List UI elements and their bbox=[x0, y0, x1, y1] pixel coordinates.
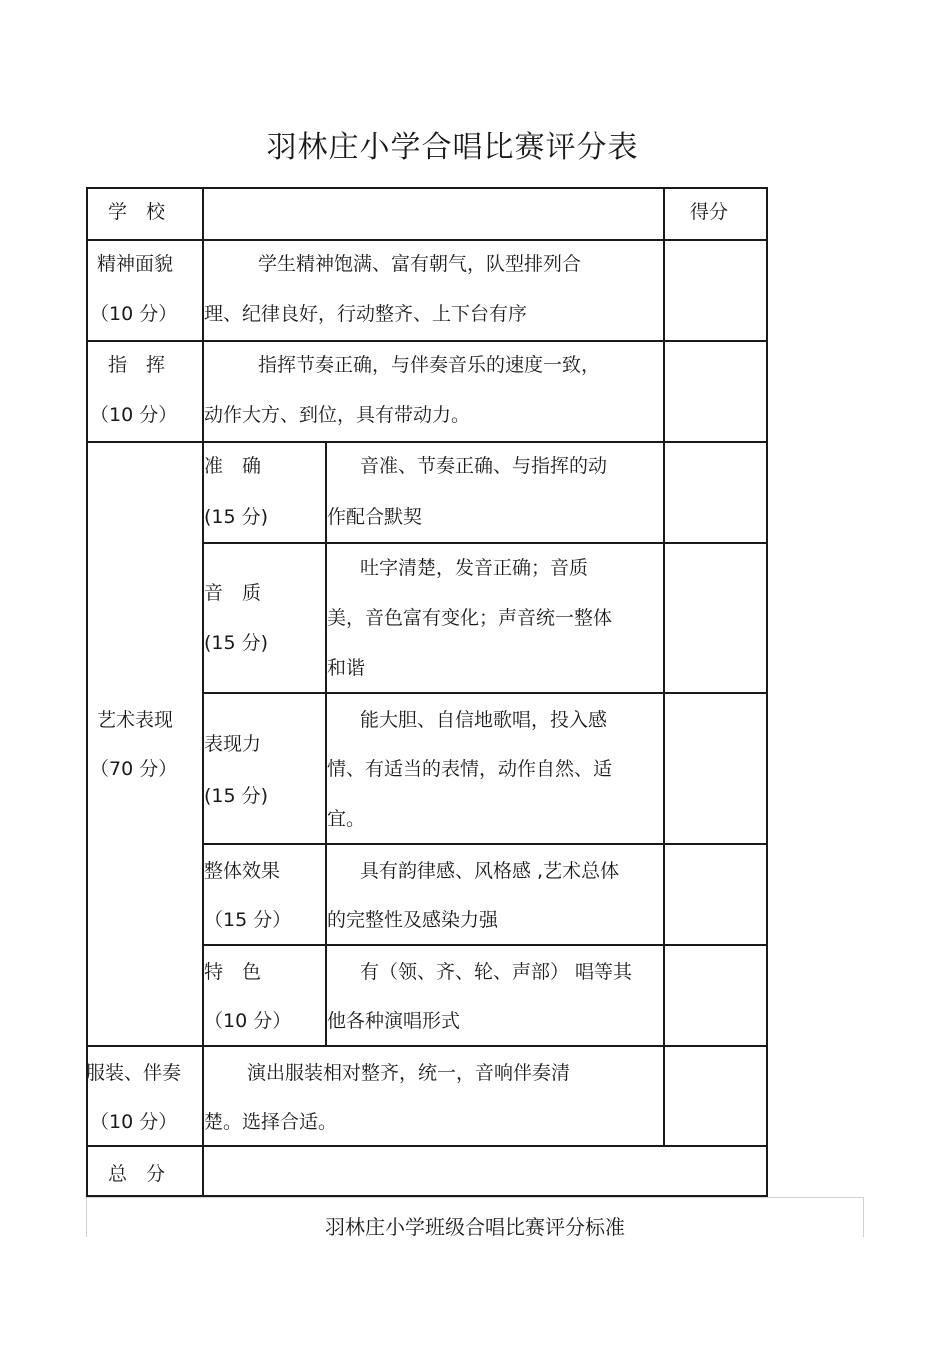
row-divider bbox=[202, 692, 768, 694]
sub-item-description: 音准、节奏正确、与指挥的动 bbox=[360, 455, 608, 477]
sub-item-description: 和谐 bbox=[327, 657, 366, 679]
row-description: 演出服装相对整齐，统一，音响伴奏清 bbox=[247, 1062, 571, 1084]
row-description: 动作大方、到位，具有带动力。 bbox=[204, 404, 471, 426]
row-divider bbox=[202, 944, 768, 946]
row-divider bbox=[86, 1045, 768, 1047]
sub-item-name: 音 质 bbox=[204, 582, 262, 604]
sub-item-description: 他各种演唱形式 bbox=[327, 1010, 461, 1032]
sub-item-description: 能大胆、自信地歌唱，投入感 bbox=[360, 709, 608, 731]
column-divider bbox=[202, 187, 204, 1197]
row-description: 楚。选择合适。 bbox=[204, 1111, 338, 1133]
row-divider bbox=[86, 441, 768, 443]
sub-item-name: 准 确 bbox=[204, 455, 262, 477]
sub-item-name: 整体效果 bbox=[204, 860, 281, 882]
sub-item-description: 宜。 bbox=[327, 808, 366, 830]
row-label: 精神面貌 bbox=[97, 253, 174, 275]
table-border-top bbox=[86, 187, 768, 189]
row-divider bbox=[86, 239, 768, 241]
row-points: （70 分） bbox=[90, 758, 178, 780]
row-description: 理、纪律良好，行动整齐、上下台有序 bbox=[204, 303, 528, 325]
row-label: 艺术表现 bbox=[97, 709, 174, 731]
score-header: 得分 bbox=[690, 201, 729, 223]
column-divider bbox=[325, 441, 327, 1045]
school-label: 学 校 bbox=[108, 201, 166, 223]
row-divider bbox=[86, 340, 768, 342]
sub-item-name: 特 色 bbox=[204, 961, 262, 983]
sub-item-points: (15 分) bbox=[204, 506, 269, 528]
row-divider bbox=[202, 843, 768, 845]
row-points: （10 分） bbox=[90, 1111, 178, 1133]
sub-item-points: (15 分) bbox=[204, 632, 269, 654]
sub-item-description: 具有韵律感、风格感 ,艺术总体 bbox=[360, 860, 620, 882]
frame-line bbox=[86, 1197, 864, 1198]
row-label: 服装、伴奏 bbox=[86, 1062, 182, 1084]
row-description: 学生精神饱满、富有朝气，队型排列合 bbox=[258, 253, 582, 275]
sub-item-description: 情、有适当的表情，动作自然、适 bbox=[327, 758, 613, 780]
row-description: 指挥节奏正确，与伴奏音乐的速度一致， bbox=[258, 354, 601, 376]
sub-item-points: （15 分） bbox=[204, 909, 292, 931]
row-divider bbox=[202, 542, 768, 544]
row-points: （10 分） bbox=[90, 303, 178, 325]
row-points: （10 分） bbox=[90, 404, 178, 426]
sub-item-description: 的完整性及感染力强 bbox=[327, 909, 499, 931]
sub-item-points: (15 分) bbox=[204, 785, 269, 807]
row-divider bbox=[86, 1145, 768, 1147]
sub-item-description: 吐字清楚，发音正确；音质 bbox=[360, 557, 589, 579]
page-title: 羽林庄小学合唱比赛评分表 bbox=[266, 130, 639, 165]
total-label: 总 分 bbox=[108, 1163, 166, 1185]
sub-item-points: （10 分） bbox=[204, 1010, 292, 1032]
sub-item-description: 有（领、齐、轮、声部） 唱等其 bbox=[360, 961, 633, 983]
sub-item-description: 作配合默契 bbox=[327, 506, 423, 528]
table-border-left bbox=[86, 187, 88, 1197]
column-divider bbox=[663, 187, 665, 1147]
subtitle: 羽林庄小学班级合唱比赛评分标准 bbox=[325, 1215, 625, 1239]
row-label: 指 挥 bbox=[108, 354, 166, 376]
sub-item-name: 表现力 bbox=[204, 733, 262, 755]
table-border-right bbox=[766, 187, 768, 1197]
sub-item-description: 美，音色富有变化；声音统一整体 bbox=[327, 607, 613, 629]
